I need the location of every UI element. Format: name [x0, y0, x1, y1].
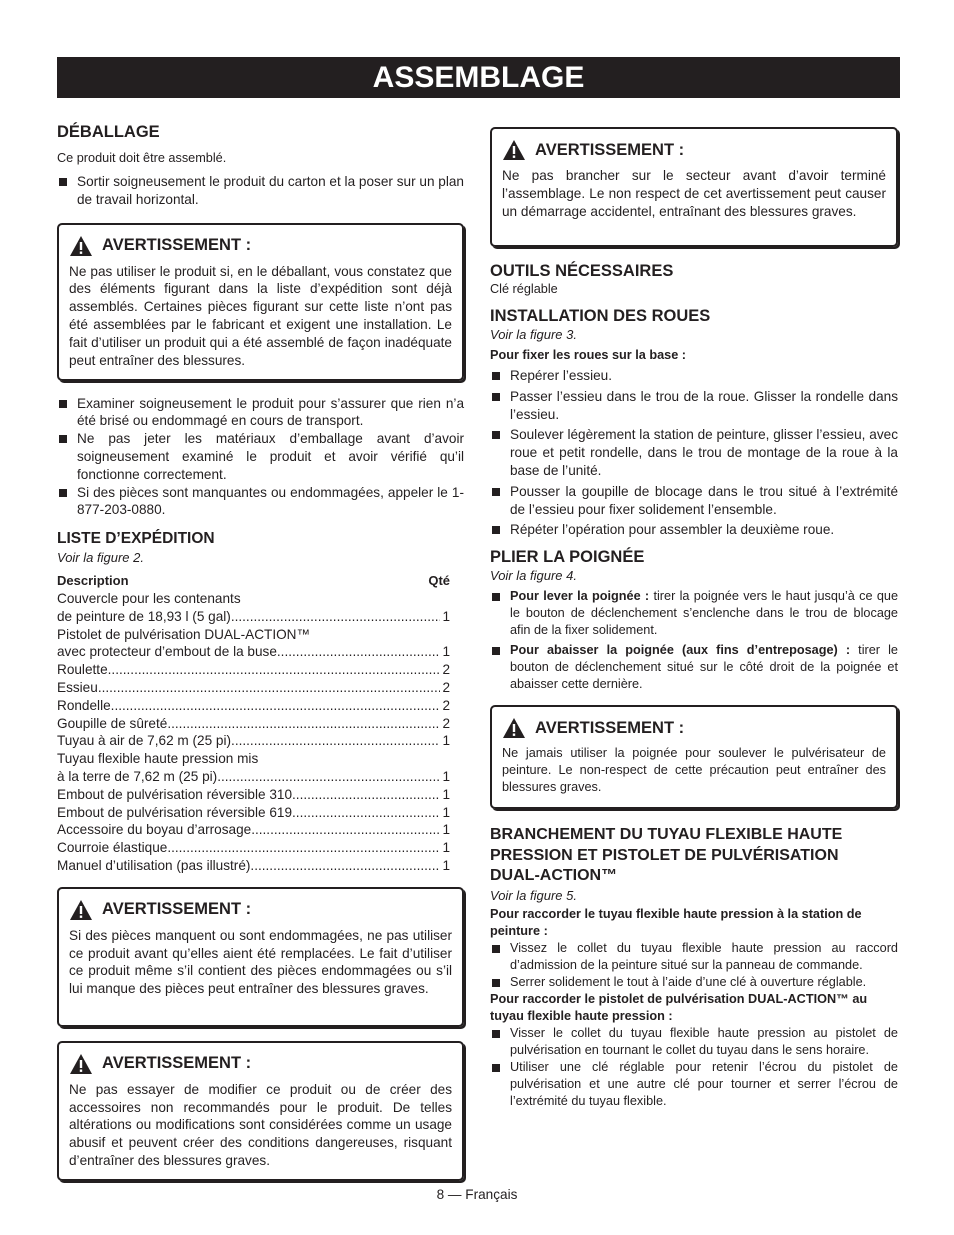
packing-item-qty: 1: [442, 768, 450, 784]
warning-header: [502, 139, 886, 161]
list-item: [490, 642, 898, 693]
warning-header: [69, 1053, 452, 1075]
packing-item-qty: 1: [442, 608, 450, 624]
list-item-bold: Pour lever la poignée :: [510, 589, 650, 604]
packing-item-label: avec protecteur d’embout de la buse: [57, 644, 277, 660]
column-header-qty: Qté: [428, 573, 450, 589]
section-title-handle: PLIER LA POIGNÉE: [490, 548, 645, 567]
packing-item-label: Couvercle pour les contenants: [57, 590, 241, 606]
packing-item: [57, 697, 450, 715]
page-title: ASSEMBLAGE: [57, 57, 900, 98]
warning-box: [57, 1041, 464, 1181]
warning-title: AVERTISSEMENT :: [535, 718, 685, 737]
warning-icon: [69, 899, 93, 921]
warning-text: Si des pièces manquent ou sont endommagées, ne pas utiliser ce produit avant qu’elles aient été remplacées. Le fait d’utiliser ce produit même s’il contient des pièces endommagées ou s’il lui manque des pièces peut entraîner des blessures graves.: [69, 927, 452, 997]
packing-item-label: Tuyau à air de 7,62 m (25 pi): [57, 733, 232, 749]
warning-text: Ne pas brancher sur le secteur avant d’avoir terminé l’assemblage. Le non respect de cet avertissement peut causer un démarrage accidentel, entraînant des blessures graves.: [502, 168, 886, 219]
warning-title: AVERTISSEMENT :: [102, 236, 252, 255]
hose-subtitle-2: Pour raccorder le pistolet de pulvérisation DUAL-ACTION™ au tuyau flexible haute pression :: [490, 991, 868, 1023]
list-item: Vissez le collet du tuyau flexible haute pression au raccord d’admission de la peinture situé sur la panneau de commande.: [490, 940, 898, 974]
wheels-bullets: [490, 367, 898, 539]
list-item: Serrer solidement le tout à l’aide d’une clé à ouverture réglable.: [490, 974, 898, 991]
warning-icon: [69, 235, 93, 257]
right-column: [490, 127, 898, 1110]
packing-item: [57, 857, 450, 875]
packing-item: [57, 839, 450, 857]
list-item: Pousser la goupille de blocage dans le trou situé à l’extrémité de l’essieu pour fixer solidement l’ensemble.: [490, 483, 898, 519]
list-item: Répéter l’opération pour assembler la deuxième roue.: [490, 521, 898, 539]
packing-item: [57, 732, 450, 750]
figure-reference: Voir la figure 3.: [490, 327, 577, 342]
warning-box: [57, 223, 464, 381]
hose-bullets-2: [490, 1025, 898, 1110]
list-item-text: tirer la poignée vers le haut jusqu’à ce que le bouton de déclenchement s’enclenche dans le trou de blocage afin de la fixer solidement.: [510, 589, 898, 638]
packing-item-label: Accessoire du boyau d’arrosage: [57, 822, 252, 838]
list-item-bold: Pour abaisser la poignée (aux fins d’entreposage) :: [510, 643, 851, 658]
left-column: [57, 122, 464, 1181]
packing-item-label: Roulette: [57, 662, 108, 678]
packing-item: [57, 661, 450, 679]
packing-item-label: de peinture de 18,93 l (5 gal): [57, 608, 231, 624]
packing-item: [57, 608, 450, 626]
section-title-deballage: DÉBALLAGE: [57, 123, 160, 141]
packing-item: [57, 768, 450, 786]
packing-item-qty: 1: [442, 822, 450, 838]
packing-item-qty: 1: [442, 857, 450, 873]
tools-text: Clé réglable: [490, 282, 558, 296]
figure-reference: Voir la figure 2.: [57, 550, 144, 566]
packing-item-qty: 1: [442, 804, 450, 820]
deballage-intro: Ce produit doit être assemblé.: [57, 151, 227, 165]
packing-item: [57, 786, 450, 804]
packing-item-label: Essieu: [57, 679, 98, 695]
hose-subtitle-1: Pour raccorder le tuyau flexible haute pression à la station de peinture :: [490, 906, 862, 938]
packing-item-label: Manuel d’utilisation (pas illustré): [57, 857, 251, 873]
hose-bullets-1: [490, 940, 898, 991]
packing-item-qty: 1: [442, 786, 450, 802]
packing-item-qty: 2: [442, 715, 450, 731]
packing-item-pre: [57, 590, 450, 608]
list-item: Si des pièces sont manquantes ou endommagées, appeler le 1-877-203-0880.: [57, 484, 464, 520]
packing-item-qty: 1: [442, 840, 450, 856]
packing-item-label: Embout de pulvérisation réversible 619: [57, 804, 293, 820]
warning-box: [490, 127, 898, 247]
packing-item-pre: [57, 626, 450, 644]
packing-item: [57, 821, 450, 839]
figure-reference: Voir la figure 4.: [490, 568, 577, 584]
warning-header: [69, 899, 452, 921]
warning-box: [57, 887, 464, 1027]
warning-icon: [502, 139, 526, 161]
packing-item-pre: [57, 750, 450, 768]
section-title-tools: OUTILS NÉCESSAIRES: [490, 262, 674, 280]
packing-item-qty: 2: [442, 697, 450, 713]
list-item: Sortir soigneusement le produit du carton et la poser sur un plan de travail horizontal.: [57, 173, 464, 209]
packing-item-label: à la terre de 7,62 m (25 pi): [57, 768, 218, 784]
deballage-bullets-1: [57, 173, 464, 209]
warning-header: [502, 717, 886, 739]
packing-list-header: [57, 572, 450, 590]
warning-box: [490, 705, 898, 809]
list-item: Ne pas jeter les matériaux d’emballage avant d’avoir soigneusement examiné le produit et avoir vérifié qu’il fonctionne correctement.: [57, 430, 464, 483]
packing-item-label: Tuyau flexible haute pression mis: [57, 751, 259, 767]
figure-reference: Voir la figure 5.: [490, 887, 577, 903]
list-item: Visser le collet du tuyau flexible haute pression au pistolet de pulvérisation en tournant le collet du tuyau dans le sens horaire.: [490, 1025, 898, 1059]
warning-icon: [502, 717, 526, 739]
packing-item: [57, 643, 450, 661]
packing-item-qty: 2: [442, 662, 450, 678]
list-item: Utiliser une clé réglable pour retenir l’écrou du pistolet de pulvérisation et une autre clé pour tourner et serrer l’écrou de l’extrémité du tuyau flexible.: [490, 1059, 898, 1110]
packing-item-qty: 1: [442, 644, 450, 660]
packing-item: [57, 679, 450, 697]
list-item: [490, 588, 898, 639]
packing-item-qty: 2: [442, 679, 450, 695]
packing-item: [57, 715, 450, 733]
warning-text: Ne jamais utiliser la poignée pour soulever le pulvérisateur de peinture. Le non-respect de cette précaution peut entraîner des blessures graves.: [502, 746, 886, 795]
warning-title: AVERTISSEMENT :: [102, 1054, 252, 1073]
warning-header: [69, 235, 452, 257]
packing-item-label: Embout de pulvérisation réversible 310: [57, 786, 293, 802]
list-item: Examiner soigneusement le produit pour s’assurer que rien n’a été brisé ou endommagé en cours de transport.: [57, 395, 464, 431]
warning-text: Ne pas essayer de modifier ce produit ou de créer des accessoires non recommandés pour le produit. De telles altérations ou modifications sont considérées comme un usage abusif et peuvent créer des conditions dangereuses, risquant d’entraîner des blessures graves.: [69, 1081, 452, 1168]
packing-list: [57, 572, 450, 875]
warning-title: AVERTISSEMENT :: [102, 900, 252, 919]
section-title-packing: LISTE D’EXPÉDITION: [57, 530, 215, 548]
packing-item-label: Courroie élastique: [57, 840, 168, 856]
section-title-hose: BRANCHEMENT DU TUYAU FLEXIBLE HAUTE PRESSION ET PISTOLET DE PULVÉRISATION DUAL-ACTION™: [490, 826, 843, 885]
packing-item: [57, 804, 450, 822]
list-item: Passer l’essieu dans le trou de la roue. Glisser la rondelle dans l’essieu.: [490, 388, 898, 424]
wheels-subtitle: Pour fixer les roues sur la base :: [490, 348, 687, 362]
list-item: Repérer l’essieu.: [490, 367, 898, 385]
warning-title: AVERTISSEMENT :: [535, 140, 685, 159]
page-footer: 8 — Français: [436, 1187, 518, 1202]
packing-item-label: Pistolet de pulvérisation DUAL-ACTION™: [57, 626, 311, 642]
warning-icon: [69, 1053, 93, 1075]
deballage-bullets-2: [57, 395, 464, 520]
handle-bullets: [490, 588, 898, 693]
warning-text: Ne pas utiliser le produit si, en le déballant, vous constatez que des éléments figurant dans la liste d’expédition sont déjà assemblés. Certaines pièces figurant sur cette liste n’ont pas été assemblées par le fabricant et exigent une installation. Le fait d’utiliser un produit qui a été assemblé de façon inadéquate peut entraîner des blessures.: [69, 263, 452, 368]
section-title-wheels: INSTALLATION DES ROUES: [490, 307, 711, 325]
column-header-description: Description: [57, 573, 129, 589]
packing-item-label: Goupille de sûreté: [57, 715, 168, 731]
list-item: Soulever légèrement la station de peinture, glisser l’essieu, avec roue et petit rondelle, dans le trou de montage de la roue à la base de l’unité.: [490, 426, 898, 479]
packing-item-qty: 1: [442, 733, 450, 749]
list-item-text: tirer le bouton de déclenchement situé sur le côté droit de la poignée et abaisser cette dernière.: [510, 643, 898, 692]
packing-item-label: Rondelle: [57, 697, 111, 713]
